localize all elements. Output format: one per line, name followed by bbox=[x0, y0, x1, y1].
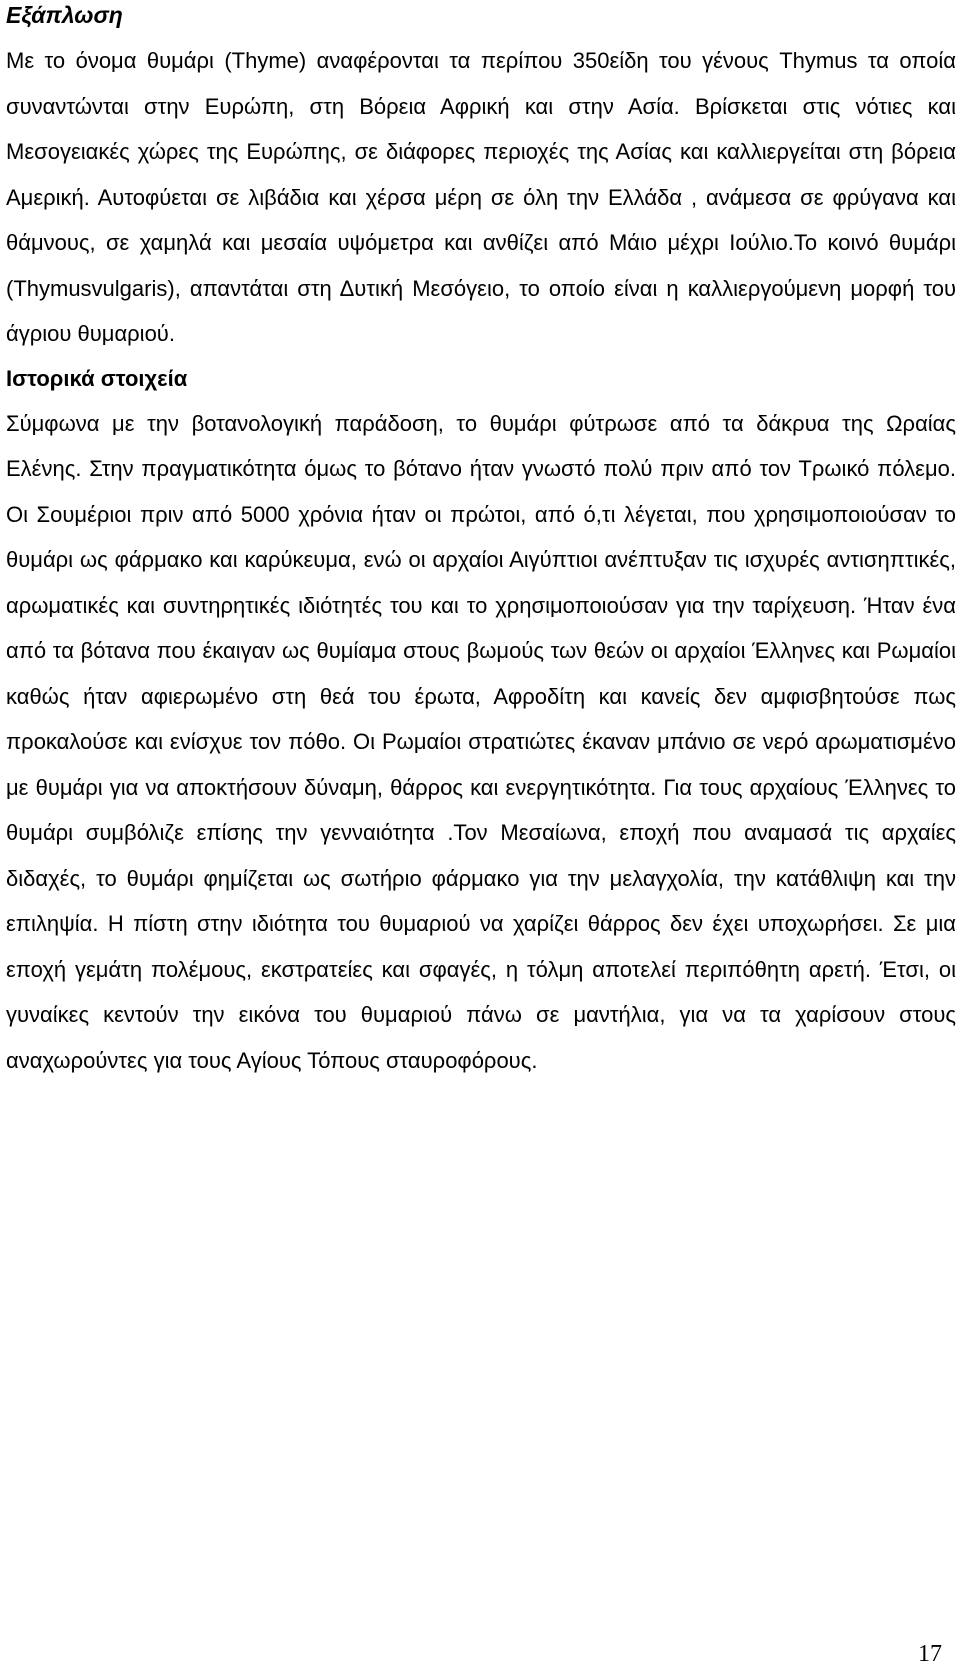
page-number: 17 bbox=[918, 1641, 942, 1667]
section-title-spread: Εξάπλωση bbox=[6, 2, 123, 28]
paragraph-spread: Με το όνομα θυμάρι (Thyme) αναφέρονται τα περίπου 350είδη του γένους Thymus τα οποία συναντώνται στην Ευρώπη, στη Βόρεια Αφρική και στην Ασία. Βρίσκεται στις νότιες και Μεσογειακές χώρες της Ευρώπης, σε διάφορες περιοχές της Ασίας και καλλιεργείται στη βόρεια Αμερική. Αυτοφύεται σε λιβάδια και χέρσα μέρη σε όλη την Ελλάδα , ανάμεσα σε φρύγανα και θάμνους, σε χαμηλά και μεσαία υψόμετρα και ανθίζει από Μάιο μέχρι Ιούλιο.Το κοινό θυμάρι (Thymusvulgaris), απαντάται στη Δυτική Μεσόγειο, το οποίο είναι η καλλιεργούμενη μορφή του άγριου θυμαριού. bbox=[6, 48, 956, 346]
paragraph-history: Σύμφωνα με την βοτανολογική παράδοση, το θυμάρι φύτρωσε από τα δάκρυα της Ωραίας Ελένης. Στην πραγματικότητα όμως το βότανο ήταν γνωστό πολύ πριν από τον Τρωικό πόλεμο. Οι Σουμέριοι πριν από 5000 χρόνια ήταν οι πρώτοι, από ό,τι λέγεται, που χρησιμοποιούσαν το θυμάρι ως φάρμακο και καρύκευμα, ενώ οι αρχαίοι Αιγύπτιοι ανέπτυξαν τις ισχυρές αντισηπτικές, αρωματικές και συντηρητικές ιδιότητές του και το χρησιμοποιούσαν για την ταρίχευση. Ήταν ένα από τα βότανα που έκαιγαν ως θυμίαμα στους βωμούς των θεών οι αρχαίοι Έλληνες και Ρωμαίοι καθώς ήταν αφιερωμένο στη θεά του έρωτα, Αφροδίτη και κανείς δεν αμφισβητούσε πως προκαλούσε και ενίσχυε τον πόθο. Οι Ρωμαίοι στρατιώτες έκαναν μπάνιο σε νερό αρωματισμένο με θυμάρι για να αποκτήσουν δύναμη, θάρρος και ενεργητικότητα. Για τους αρχαίους Έλληνες το θυμάρι συμβόλιζε επίσης την γενναιότητα .Τον Μεσαίωνα, εποχή που αναμασά τις αρχαίες διδαχές, το θυμάρι φημίζεται ως σωτήριο φάρμακο για την μελαγχολία, την κατάθλιψη και την επιληψία. Η πίστη στην ιδιότητα του θυμαριού να χαρίζει θάρρος δεν έχει υποχωρήσει. Σε μια εποχή γεμάτη πολέμους, εκστρατείες και σφαγές, η τόλμη αποτελεί περιπόθητη αρετή. Έτσι, οι γυναίκες κεντούν την εικόνα του θυμαριού πάνω σε μαντήλια, για να τα χαρίσουν στους αναχωρούντες για τους Αγίους Τόπους σταυροφόρους. bbox=[6, 410, 956, 1073]
document-body bbox=[6, 0, 956, 1083]
section-title-history: Ιστορικά στοιχεία bbox=[6, 365, 188, 391]
